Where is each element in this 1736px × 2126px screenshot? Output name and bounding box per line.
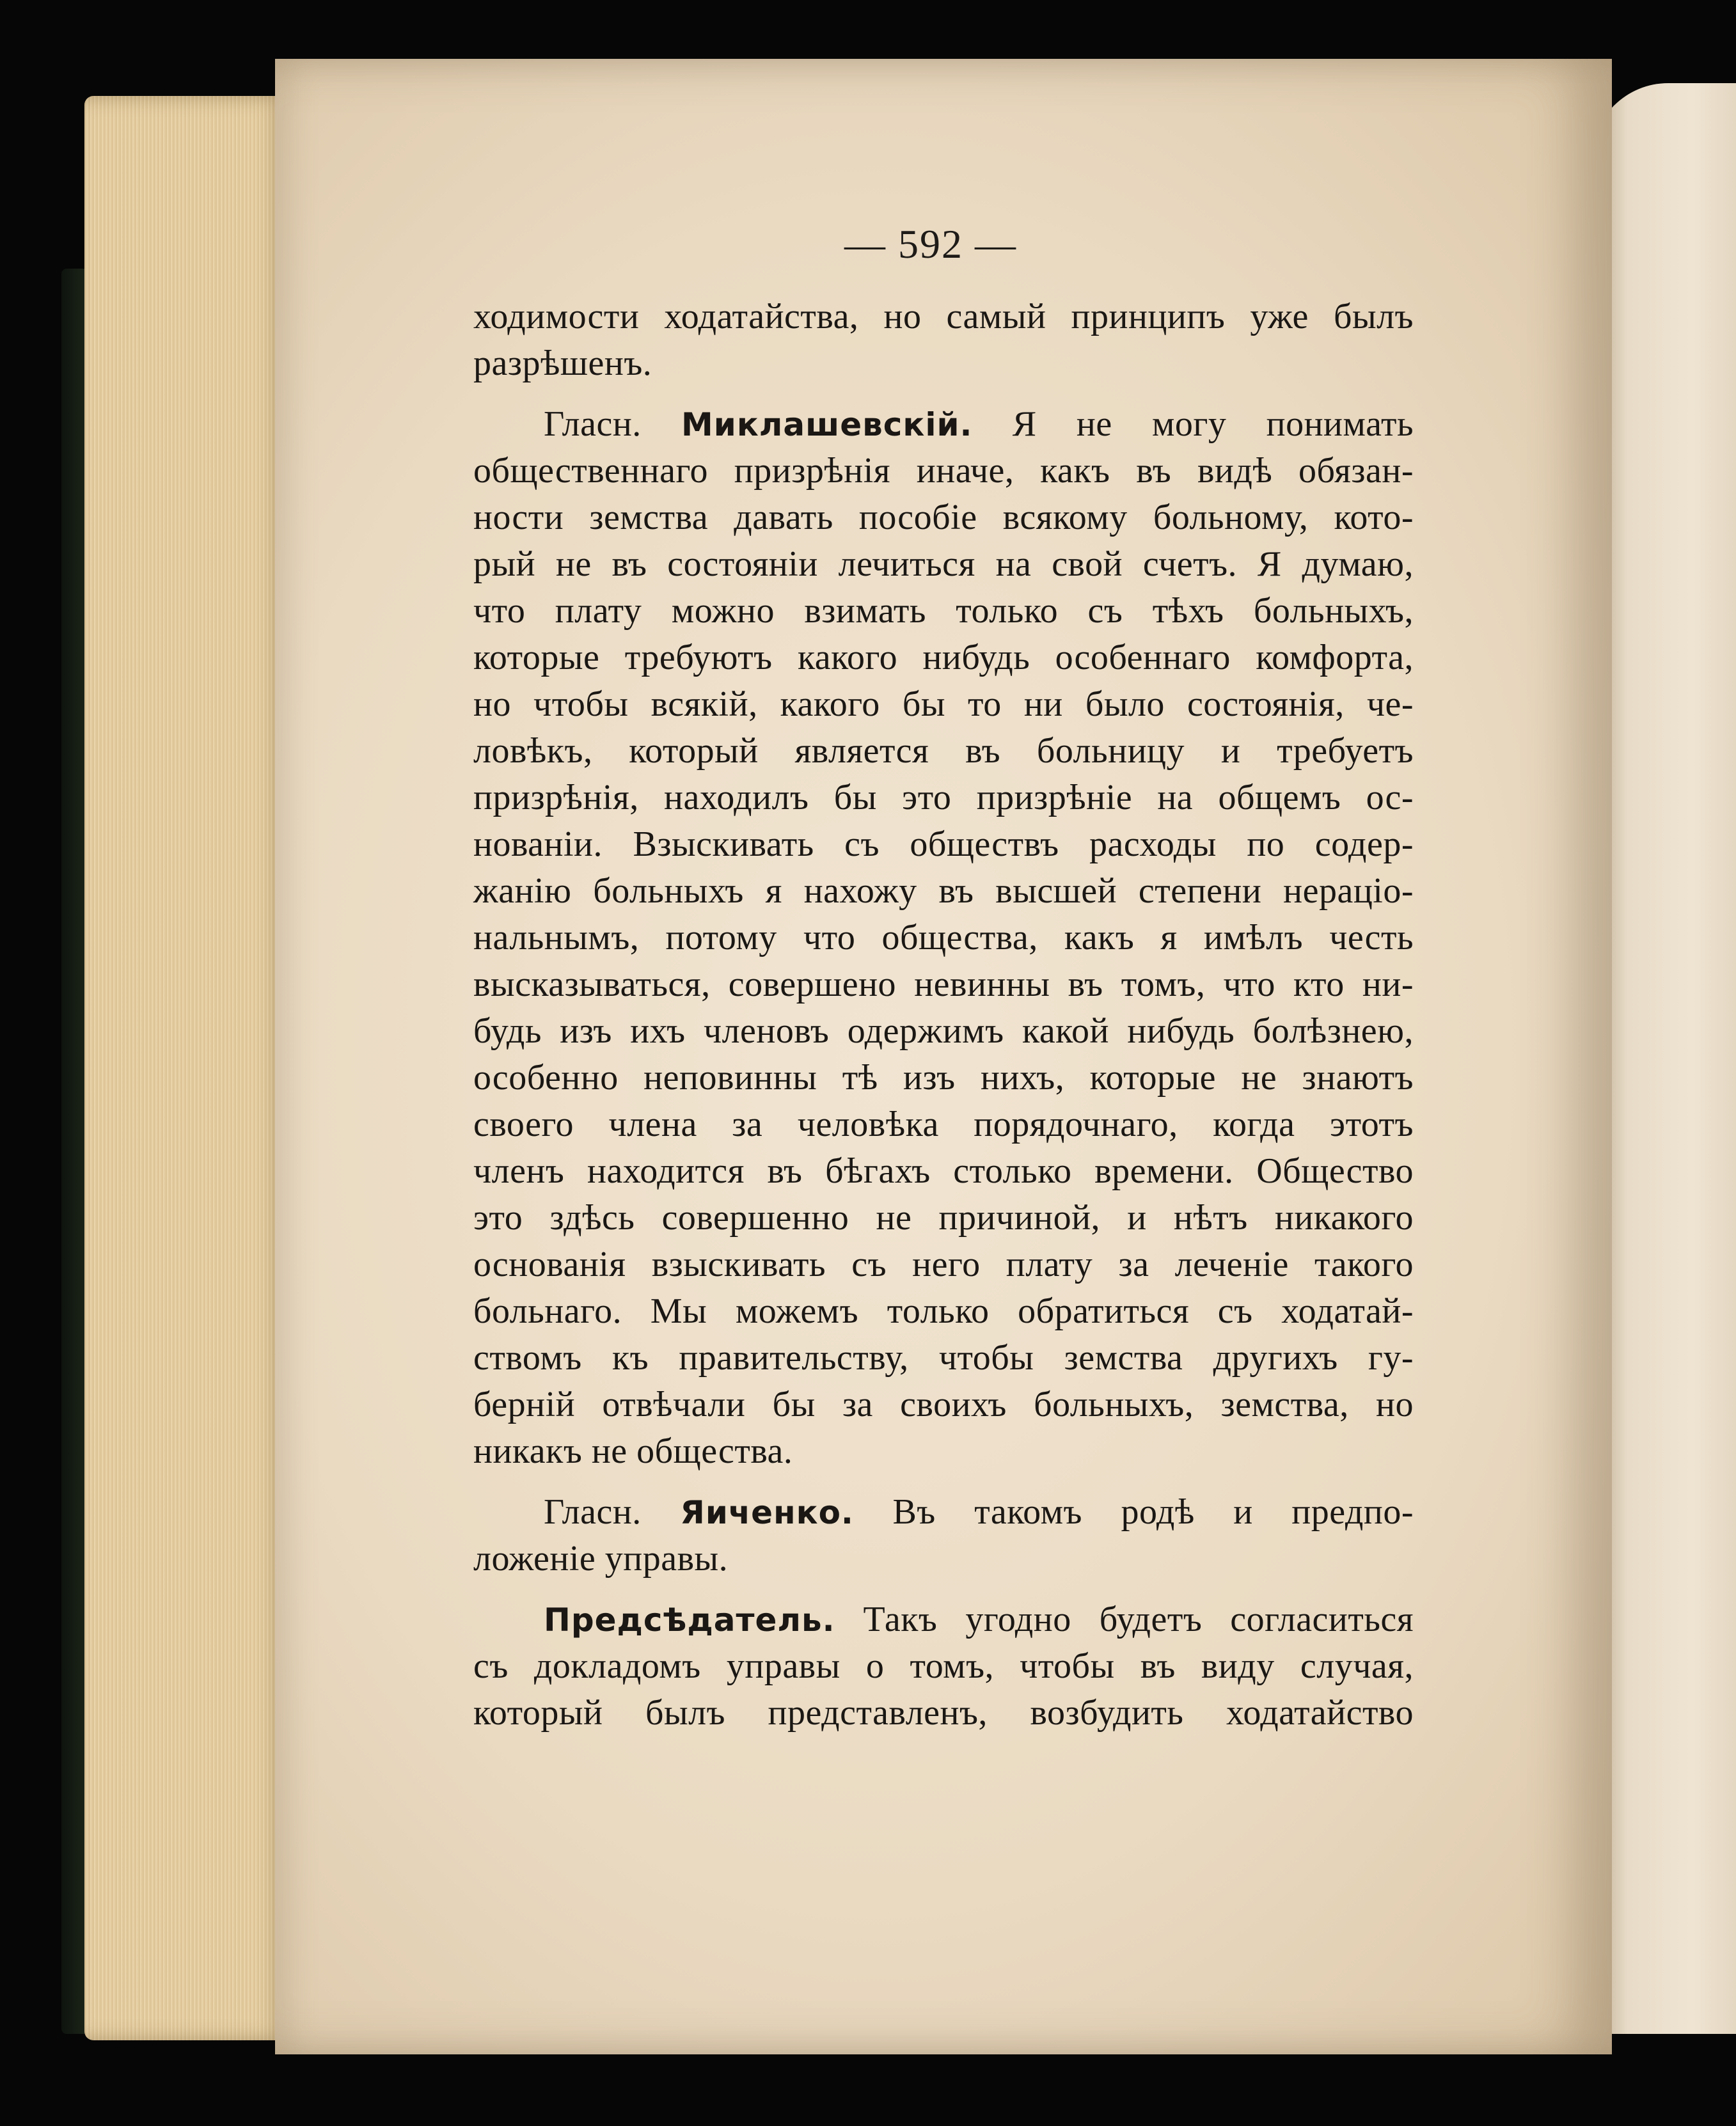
text-line: что плату можно взимать только съ тѣхъ больныхъ, bbox=[473, 591, 1414, 631]
text-line: берній отвѣчали бы за своихъ больныхъ, земства, но bbox=[473, 1385, 1414, 1424]
text-run: Въ такомъ родѣ и предпо- bbox=[853, 1492, 1414, 1532]
paragraph-1 bbox=[473, 294, 1414, 387]
text-line bbox=[473, 1489, 1414, 1536]
paragraph-2 bbox=[473, 401, 1414, 1475]
text-line: больнаго. Мы можемъ только обратиться съ ходатай- bbox=[473, 1291, 1414, 1331]
text-line bbox=[473, 401, 1414, 448]
text-line: особенно неповинны тѣ изъ нихъ, которые не знаютъ bbox=[473, 1058, 1414, 1098]
speaker-prefix: Гласн. bbox=[544, 1492, 681, 1532]
text-line: ложеніе управы. bbox=[473, 1539, 729, 1579]
text-run: Такъ угодно будетъ согласиться bbox=[835, 1600, 1414, 1639]
text-line: съ докладомъ управы о томъ, чтобы въ виду случая, bbox=[473, 1646, 1414, 1686]
speaker-name: Миклашевскій. bbox=[681, 406, 973, 443]
text-run: Я не могу понимать bbox=[972, 404, 1414, 444]
text-line: ствомъ къ правительству, чтобы земства другихъ гу- bbox=[473, 1338, 1414, 1378]
text-line: ности земства давать пособіе всякому больному, кото- bbox=[473, 498, 1414, 537]
text-line: рый не въ состояніи лечиться на свой счетъ. Я думаю, bbox=[473, 544, 1414, 584]
text-line: разрѣшенъ. bbox=[473, 343, 652, 383]
page-text bbox=[473, 221, 1414, 1736]
text-line: призрѣнія, находилъ бы это призрѣніе на общемъ ос- bbox=[473, 778, 1414, 817]
text-line: никакъ не общества. bbox=[473, 1431, 793, 1471]
text-line: жанію больныхъ я нахожу въ высшей степени нераціо- bbox=[473, 871, 1414, 911]
text-line: высказываться, совершено невинны въ томъ, что кто ни- bbox=[473, 965, 1414, 1004]
text-line: основанія взыскивать съ него плату за леченіе такого bbox=[473, 1245, 1414, 1284]
speaker-name: Яиченко. bbox=[680, 1494, 854, 1531]
text-line: это здѣсь совершенно не причиной, и нѣтъ никакого bbox=[473, 1198, 1414, 1238]
text-line bbox=[473, 1596, 1414, 1643]
page-number: — 592 — bbox=[844, 221, 1017, 267]
text-line: будь изъ ихъ членовъ одержимъ какой нибудь болѣзнею, bbox=[473, 1011, 1414, 1051]
text-line: нальнымъ, потому что общества, какъ я имѣлъ честь bbox=[473, 918, 1414, 957]
speaker-name: Предсѣдатель. bbox=[544, 1602, 835, 1639]
text-line: нованіи. Взыскивать съ обществъ расходы по содер- bbox=[473, 824, 1414, 864]
text-line: общественнаго призрѣнія иначе, какъ въ видѣ обязан- bbox=[473, 451, 1414, 491]
text-line: которые требуютъ какого нибудь особеннаго комфорта, bbox=[473, 638, 1414, 677]
text-line: ловѣкъ, который является въ больницу и требуетъ bbox=[473, 731, 1414, 771]
text-line: ходимости ходатайства, но самый принципъ уже былъ bbox=[473, 297, 1414, 336]
text-line: но чтобы всякій, какого бы то ни было состоянія, че- bbox=[473, 684, 1414, 724]
paragraph-4 bbox=[473, 1596, 1414, 1736]
facing-page-edge bbox=[1591, 83, 1736, 2034]
page-stack-edge bbox=[84, 96, 289, 2040]
text-line: членъ находится въ бѣгахъ столько времени. Общество bbox=[473, 1151, 1414, 1191]
text-line: своего члена за человѣка порядочнаго, когда этотъ bbox=[473, 1105, 1414, 1144]
paragraph-3 bbox=[473, 1489, 1414, 1582]
speaker-prefix: Гласн. bbox=[544, 404, 682, 444]
text-line: который былъ представленъ, возбудить ходатайство bbox=[473, 1693, 1414, 1733]
